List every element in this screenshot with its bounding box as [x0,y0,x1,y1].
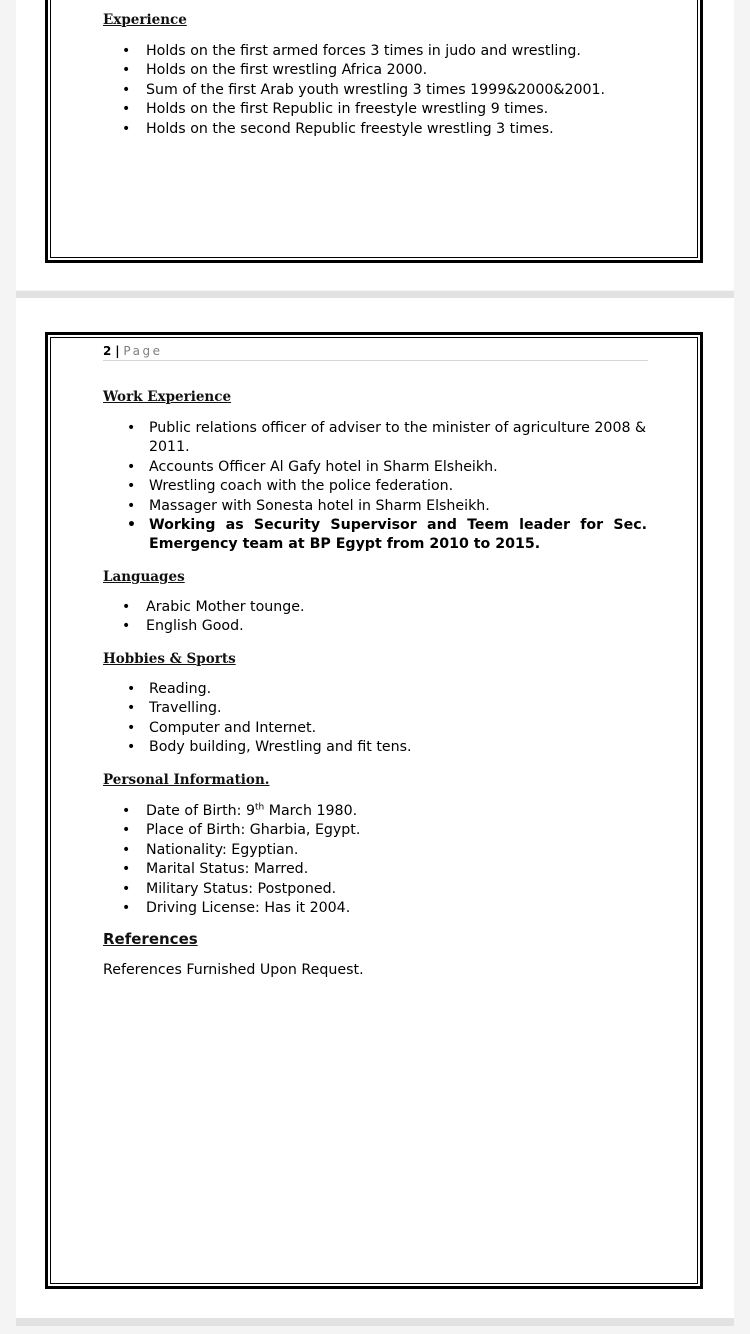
languages-list [146,598,646,637]
list-item: • Holds on the second Republic freestyle wrestling 3 times. [146,120,646,139]
list-item: • English Good. [146,617,646,636]
experience-list [146,42,646,139]
list-item: • Body building, Wrestling and fit tens. [149,738,647,757]
list-item: • Marital Status: Marred. [146,860,646,879]
hobbies-heading: Hobbies & Sports [103,651,236,667]
list-item: • Nationality: Egyptian. [146,841,646,860]
work-experience-heading: Work Experience [103,389,232,405]
personal-info-list [146,802,646,918]
page-header-label: Page [123,344,163,358]
page-header [103,344,648,361]
list-item: • Driving License: Has it 2004. [146,899,646,918]
references-heading: References [103,930,198,948]
page-separator [16,1318,734,1326]
dob-suffix: March 1980. [264,803,358,819]
list-item: • Travelling. [149,699,647,718]
list-item: • Reading. [149,680,647,699]
languages-heading: Languages [103,569,185,585]
list-item: • Public relations officer of adviser to the minister of agriculture 2008 & 2011. [149,419,647,458]
list-item: • Holds on the first wrestling Africa 2000. [146,61,646,80]
hobbies-list [149,680,647,758]
list-item: • Holds on the first Republic in freestyle wrestling 9 times. [146,100,646,119]
work-experience-list [149,419,647,555]
dob-prefix: Date of Birth: 9 [146,803,255,819]
references-text: References Furnished Upon Request. [103,962,364,978]
list-item: • Place of Birth: Gharbia, Egypt. [146,821,646,840]
personal-info-heading: Personal Information. [103,772,270,788]
list-item: • Holds on the first armed forces 3 times in judo and wrestling. [146,42,646,61]
list-item: • Working as Security Supervisor and Teem leader for Sec. Emergency team at BP Egypt from 2010 to 2015. [149,516,647,555]
list-item: • Arabic Mother tounge. [146,598,646,617]
page-number: 2 [103,344,112,358]
dob-ordinal: th [254,802,265,813]
list-item: • Accounts Officer Al Gafy hotel in Sharm Elsheikh. [149,458,647,477]
list-item: • Massager with Sonesta hotel in Sharm Elsheikh. [149,497,647,516]
list-item: • Military Status: Postponed. [146,880,646,899]
page-header-separator: | [115,344,120,358]
list-item: • Sum of the first Arab youth wrestling 3 times 1999&2000&2001. [146,81,646,100]
list-item [146,802,646,821]
list-item: • Computer and Internet. [149,719,647,738]
experience-heading: Experience [103,12,187,28]
list-item: • Wrestling coach with the police federation. [149,477,647,496]
